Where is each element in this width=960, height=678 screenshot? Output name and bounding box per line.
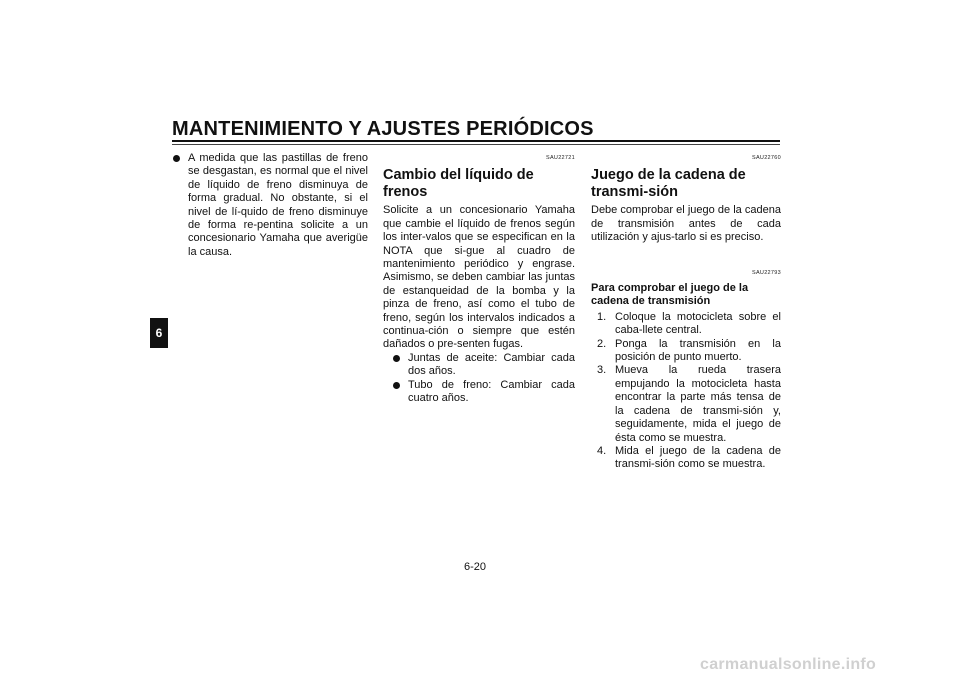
bullet-text: Tubo de freno: Cambiar cada cuatro años. [408, 378, 575, 405]
section-code: SAU22721 [545, 155, 575, 161]
column-3 [591, 152, 781, 472]
header-rule [172, 140, 780, 142]
step-text: Mueva la rueda trasera empujando la motocicleta hasta encontrar la parte más tensa de la cadena de transmi-sión y, seguidamente, mida el juego de ésta como se muestra. [615, 364, 781, 444]
step-item [591, 311, 781, 338]
step-item [591, 445, 781, 472]
page-number: 6-20 [464, 561, 487, 573]
section-title-brake-fluid: Cambio del líquido de frenos [383, 167, 534, 201]
bullet-text: A medida que las pastillas de freno se desgastan, es normal que el nivel de líquido de freno disminuya de forma gradual. No obstante, si el nivel de lí-quido de freno disminuye de forma re-pentina solicite a un concesionario Yamaha que averigüe la causa. [188, 152, 368, 258]
step-text: Mida el juego de la cadena de transmi-sión como se muestra. [615, 444, 781, 471]
step-number: 2. [597, 337, 607, 350]
column-2 [383, 152, 575, 406]
section-body: Solicite a un concesionario Yamaha que cambie el líquido de frenos según los inter-valos que se especifican en la NOTA que si-gue al cuadro de mantenimiento periódico y engrase. Asimismo, se deben cambiar las juntas de estanqueidad de la bomba y la pinza de freno, así como el tubo de freno, según los intervalos indicados a continua-ción o siempre que estén dañados o pre-senten fugas. [383, 204, 575, 351]
subsection-code: SAU22793 [751, 269, 781, 276]
watermark-text: carmanualsonline.info [700, 656, 877, 673]
step-number: 4. [597, 444, 607, 457]
bullet-dot-icon [393, 355, 400, 362]
bullet-item [392, 352, 575, 379]
header-rule-thin [172, 144, 780, 145]
step-item [591, 338, 781, 365]
step-text: Coloque la motocicleta sobre el caba-llete central. [615, 310, 781, 337]
page-header-title: MANTENIMIENTO Y AJUSTES PERIÓDICOS [172, 118, 594, 140]
bullet-text: Juntas de aceite: Cambiar cada dos años. [408, 351, 575, 378]
bullet-dot-icon [173, 155, 180, 162]
step-item [591, 364, 781, 444]
chapter-tab: 6 [150, 318, 168, 348]
bullet-item [172, 152, 368, 259]
bullet-item [392, 379, 575, 406]
step-text: Ponga la transmisión en la posición de punto muerto. [615, 337, 781, 364]
section-code: SAU22760 [751, 155, 781, 161]
bullet-dot-icon [393, 382, 400, 389]
section-body: Debe comprobar el juego de la cadena de transmisión antes de cada utilización y ajus-tarlo si es preciso. [591, 204, 781, 244]
subsection-title: Para comprobar el juego de la cadena de transmisión [591, 282, 749, 308]
step-number: 3. [597, 364, 607, 377]
step-number: 1. [597, 310, 607, 323]
section-title-chain-slack: Juego de la cadena de transmi-sión [591, 167, 746, 201]
column-1 [172, 152, 368, 259]
